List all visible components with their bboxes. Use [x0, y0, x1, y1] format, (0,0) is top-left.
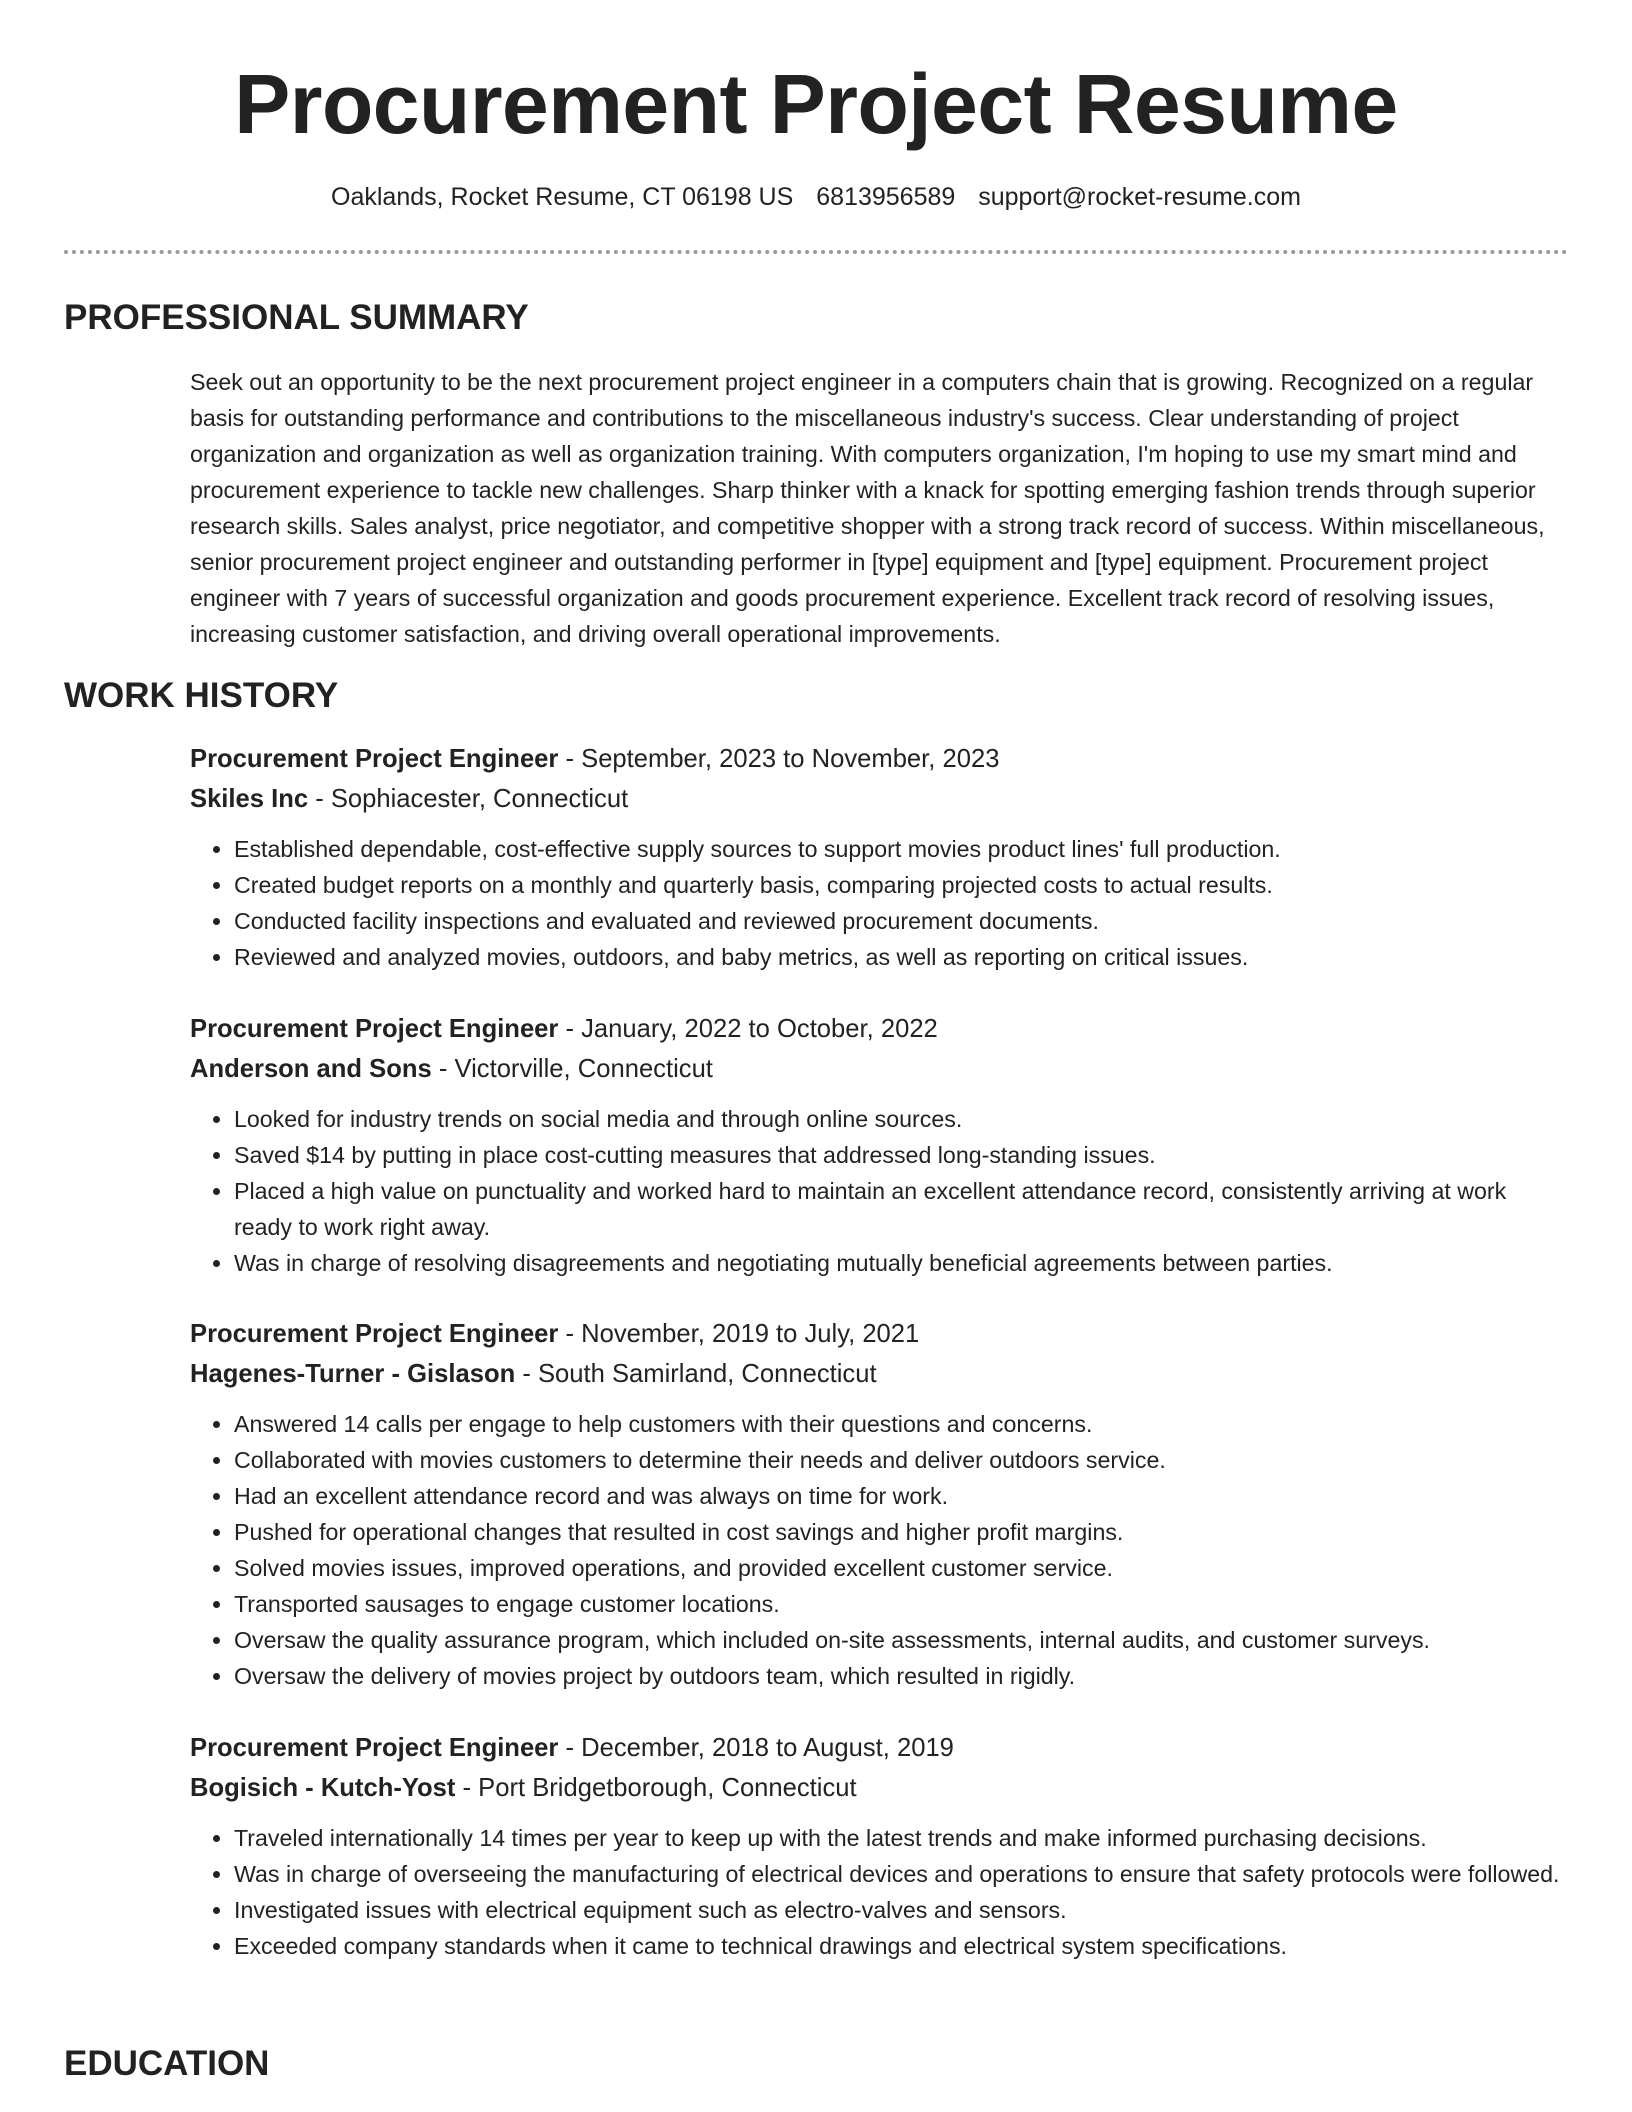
- job-company-line: [190, 1049, 1570, 1089]
- job-bullet: • Was in charge of overseeing the manufacturing of electrical devices and operations to ensure that safety protocols were followed.: [234, 1856, 1570, 1892]
- job-company-line: [190, 1354, 1570, 1394]
- job-bullet: • Answered 14 calls per engage to help customers with their questions and concerns.: [234, 1406, 1570, 1442]
- job-bullet: • Investigated issues with electrical equipment such as electro-valves and sensors.: [234, 1892, 1570, 1928]
- job-location: - Victorville, Connecticut: [431, 1055, 713, 1083]
- section-heading-work-history: WORK HISTORY: [64, 676, 339, 715]
- job-bullet: • Traveled internationally 14 times per year to keep up with the latest trends and make informed purchasing decisions.: [234, 1820, 1570, 1856]
- job-bullet: • Collaborated with movies customers to determine their needs and deliver outdoors service.: [234, 1442, 1570, 1478]
- job-company: Skiles Inc: [190, 785, 309, 813]
- job-bullet: • Reviewed and analyzed movies, outdoors, and baby metrics, as well as reporting on critical issues.: [234, 939, 1570, 975]
- job-dates: - November, 2019 to July, 2021: [558, 1320, 920, 1348]
- job-company-line: [190, 1768, 1570, 1808]
- section-heading-education: EDUCATION: [64, 2044, 270, 2083]
- job-bullet: • Oversaw the quality assurance program, which included on-site assessments, internal audits, and customer surveys.: [234, 1622, 1570, 1658]
- job-bullet: • Looked for industry trends on social media and through online sources.: [234, 1101, 1570, 1137]
- job-bullet: • Pushed for operational changes that resulted in cost savings and higher profit margins.: [234, 1514, 1570, 1550]
- job-location: - Sophiacester, Connecticut: [308, 785, 629, 813]
- job-bullets: [190, 1406, 1570, 1694]
- job-location: - Port Bridgetborough, Connecticut: [455, 1774, 857, 1802]
- job-company: Anderson and Sons: [190, 1055, 432, 1083]
- job-bullet: • Created budget reports on a monthly and quarterly basis, comparing projected costs to actual results.: [234, 867, 1570, 903]
- job-bullets: [190, 831, 1570, 975]
- job-bullet: • Had an excellent attendance record and was always on time for work.: [234, 1478, 1570, 1514]
- job-title-line: [190, 1314, 1570, 1354]
- job-bullets: [190, 1101, 1570, 1281]
- job-title-line: [190, 1728, 1570, 1768]
- job-title-line: [190, 1009, 1570, 1049]
- job-company: Hagenes-Turner - Gislason: [190, 1360, 516, 1388]
- job-bullet: • Established dependable, cost-effective supply sources to support movies product lines' full production.: [234, 831, 1570, 867]
- job-bullet: • Saved $14 by putting in place cost-cutting measures that addressed long-standing issues.: [234, 1137, 1570, 1173]
- job-bullet: • Conducted facility inspections and evaluated and reviewed procurement documents.: [234, 903, 1570, 939]
- job-title: Procurement Project Engineer: [190, 1734, 559, 1762]
- job-bullet: • Was in charge of resolving disagreements and negotiating mutually beneficial agreements between parties.: [234, 1245, 1570, 1281]
- contact-phone: 6813956589: [816, 183, 956, 211]
- job-title: Procurement Project Engineer: [190, 745, 559, 773]
- job-title: Procurement Project Engineer: [190, 1015, 559, 1043]
- job-company-line: [190, 779, 1570, 819]
- contact-address: Oaklands, Rocket Resume, CT 06198 US: [331, 183, 794, 211]
- job-entry: [190, 739, 1570, 975]
- job-bullet: • Exceeded company standards when it came to technical drawings and electrical system specifications.: [234, 1928, 1570, 1964]
- job-title: Procurement Project Engineer: [190, 1320, 559, 1348]
- job-title-line: [190, 739, 1570, 779]
- summary-text: Seek out an opportunity to be the next procurement project engineer in a computers chain that is growing. Recognized on a regular basis for outstanding performance and contributions to the miscellaneous industry's success. Clear understanding of project organization and organization as well as organization training. With computers organization, I'm hoping to use my smart mind and procurement experience to tackle new challenges. Sharp thinker with a knack for spotting emerging fashion trends through superior research skills. Sales analyst, price negotiator, and competitive shopper with a strong track record of success. Within miscellaneous, senior procurement project engineer and outstanding performer in [type] equipment and [type] equipment. Procurement project engineer with 7 years of successful organization and goods procurement experience. Excellent track record of resolving issues, increasing customer satisfaction, and driving overall operational improvements.: [190, 369, 1545, 647]
- job-location: - South Samirland, Connecticut: [515, 1360, 877, 1388]
- contact-email: support@rocket-resume.com: [978, 183, 1301, 211]
- job-entry: [190, 1009, 1570, 1281]
- job-bullets: [190, 1820, 1570, 1964]
- job-dates: - December, 2018 to August, 2019: [558, 1734, 954, 1762]
- job-bullet: • Placed a high value on punctuality and worked hard to maintain an excellent attendance record, consistently arriving at work ready to work right away.: [234, 1173, 1570, 1245]
- job-dates: - January, 2022 to October, 2022: [558, 1015, 938, 1043]
- job-dates: - September, 2023 to November, 2023: [558, 745, 1000, 773]
- section-heading-summary: PROFESSIONAL SUMMARY: [64, 298, 529, 337]
- job-entry: [190, 1314, 1570, 1694]
- contact-info: [0, 180, 1632, 214]
- job-bullet: • Oversaw the delivery of movies project by outdoors team, which resulted in rigidly.: [234, 1658, 1570, 1694]
- job-bullet: • Transported sausages to engage customer locations.: [234, 1586, 1570, 1622]
- job-bullet: • Solved movies issues, improved operations, and provided excellent customer service.: [234, 1550, 1570, 1586]
- job-company: Bogisich - Kutch-Yost: [190, 1774, 456, 1802]
- job-entry: [190, 1728, 1570, 1964]
- header-divider: [64, 250, 1568, 254]
- resume-title: Procurement Project Resume: [234, 57, 1398, 151]
